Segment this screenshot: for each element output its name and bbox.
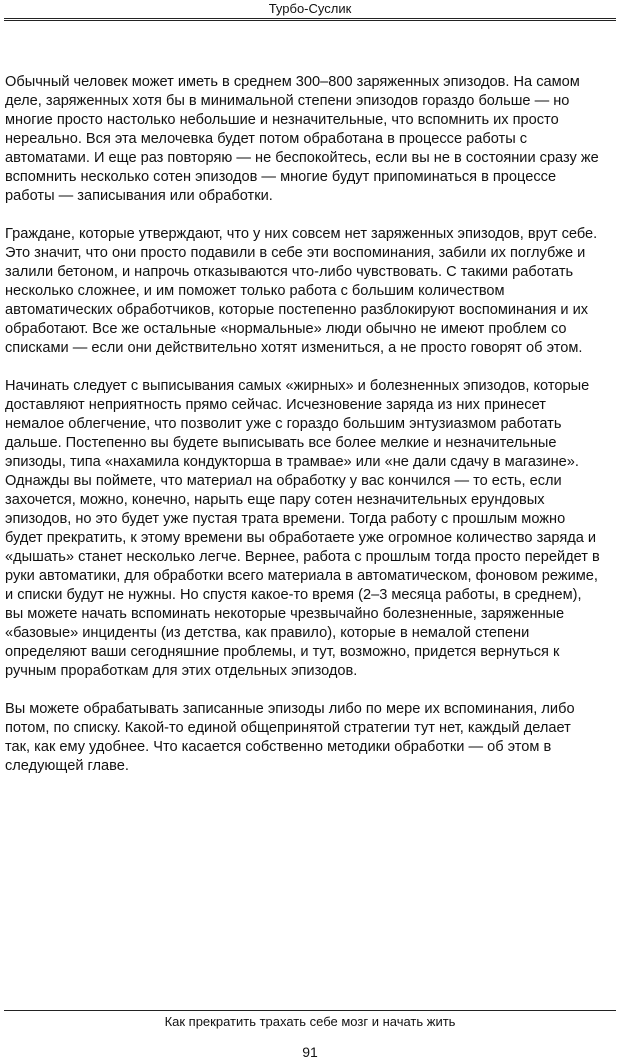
text-line: нереально. Вся эта мелочевка будет потом обработана в процессе работы с: [5, 131, 528, 147]
text-line: немалое облегчение, что позволит уже с гораздо большим энтузиазмом работать: [5, 416, 562, 432]
text-line: «базовые» инциденты (из детства, как правило), которые в немалой степени: [5, 625, 530, 641]
text-line: потом, по списку. Какой-то единой общепринятой стратегии тут нет, каждый делает: [5, 720, 571, 736]
header-rule: [4, 18, 616, 19]
text-line: следующей главе.: [5, 758, 129, 774]
text-line: Обычный человек может иметь в среднем 300–800 заряженных эпизодов. На самом: [5, 74, 580, 90]
page-number: 91: [302, 1044, 318, 1060]
text-line: определяют ваши сегодняшние проблемы, и тут, возможно, придется вернуться к: [5, 644, 560, 660]
text-line: ручным проработкам для этих отдельных эпизодов.: [5, 663, 358, 679]
text-line: эпизодов, но это будет уже пустая трата времени. Тогда работу с прошлым можно: [5, 511, 566, 527]
text-line: дальше. Постепенно вы будете выписывать все более мелкие и незначительные: [5, 435, 557, 451]
running-header: Турбо-Суслик: [268, 1, 352, 16]
text-line: Начинать следует с выписывания самых «жирных» и болезненных эпизодов, которые: [5, 378, 590, 394]
text-line: доставляют неприятность прямо сейчас. Исчезновение заряда из них принесет: [5, 397, 546, 413]
text-line: Однажды вы поймете, что материал на обработку у вас кончился — то есть, если: [5, 473, 562, 489]
text-line: захочется, можно, конечно, нарыть еще пару сотен незначительных ерундовых: [5, 492, 545, 508]
text-line: и списки будут не нужны. Но спустя какое-то время (2–3 месяца работы, в среднем),: [5, 587, 582, 603]
text-line: автоматами. И еще раз повторяю — не беспокойтесь, если вы не в состоянии сразу же: [5, 150, 599, 166]
text-line: автоматических обработчиков, которые постепенно разблокируют воспоминания и их: [5, 302, 589, 318]
body-text: [5, 73, 617, 795]
text-line: залили бетоном, и напрочь отказываются что-либо чувствовать. С такими работать: [5, 264, 574, 280]
text-line: вспомнить несколько сотен эпизодов — многие будут припоминаться в процессе: [5, 169, 557, 185]
text-line: обработают. Все же остальные «нормальные» люди обычно не имеют проблем со: [5, 321, 567, 337]
text-line: эпизоды, типа «нахамила кондукторша в трамвае» или «не дали сдачу в магазине».: [5, 454, 579, 470]
text-line: Граждане, которые утверждают, что у них совсем нет заряженных эпизодов, врут себе.: [5, 226, 598, 242]
text-line: будет прекратить, к этому времени вы обработаете уже огромное количество заряда и: [5, 530, 597, 546]
text-line: многие просто настолько небольшие и незначительные, что вспомнить их просто: [5, 112, 559, 128]
text-line: работы — записывания или обработки.: [5, 188, 273, 204]
paragraph-4: [5, 700, 617, 776]
text-line: так, как ему удобнее. Что касается собственно методики обработки — об этом в: [5, 739, 552, 755]
text-line: несколько сложнее, и им поможет только работа с большим количеством: [5, 283, 505, 299]
text-line: руки автоматики, для обработки всего материала в автоматическом, фоновом режиме,: [5, 568, 598, 584]
text-line: деле, заряженных хотя бы в минимальной степени эпизодов гораздо больше — но: [5, 93, 570, 109]
text-line: вы можете начать вспоминать некоторые чрезвычайно болезненные, заряженные: [5, 606, 565, 622]
header-rule-double: [4, 20, 616, 21]
text-line: Это значит, что они просто подавили в себе эти воспоминания, забили их поглубже и: [5, 245, 586, 261]
footer-rule: [4, 1010, 616, 1011]
paragraph-3: [5, 377, 617, 681]
paragraph-1: [5, 73, 617, 206]
text-line: списками — если они действительно хотят измениться, а не просто говорят об этом.: [5, 340, 583, 356]
running-footer: Как прекратить трахать себе мозг и начать жить: [164, 1014, 456, 1029]
text-line: Вы можете обрабатывать записанные эпизоды либо по мере их вспоминания, либо: [5, 701, 575, 717]
paragraph-2: [5, 225, 617, 358]
text-line: «дышать» станет несколько легче. Вернее, работа с прошлым тогда просто перейдет в: [5, 549, 600, 565]
